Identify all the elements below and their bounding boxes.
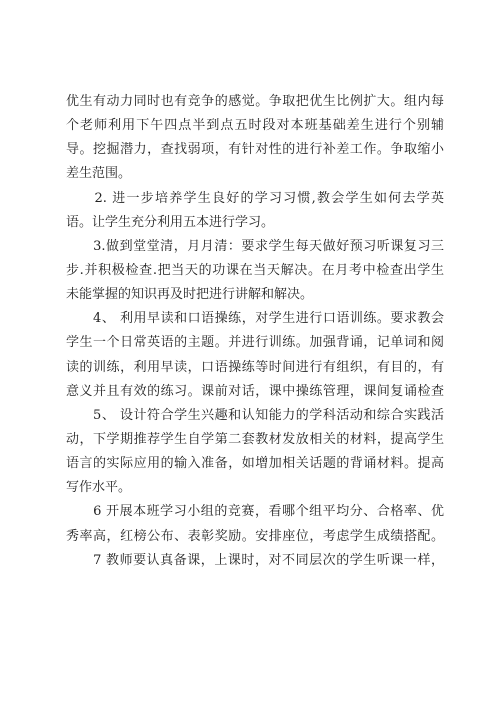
text-line: 写作水平。 [66,480,132,496]
text-line: 个老师利用下午四点半到点五时段对本班基础差生进行个别辅 [66,118,444,134]
text-line: 学生一个日常英语的主题。并进行训练。加强背诵，记单词和阅 [66,335,444,351]
text-line: 5、 设计符合学生兴趣和认知能力的学科活动和综合实践活 [66,407,444,423]
text-line: 优生有动力同时也有竞争的感觉。争取把优生比例扩大。组内每 [66,94,444,109]
text-line: 秀率高，红榜公布、表彰奖励。安排座位，考虑学生成绩搭配。 [66,528,444,544]
text-line: 读的训练，利用早读，口语操练等时间进行有组织，有目的，有 [66,359,444,375]
text-line: 步.并积极检查.把当天的功课在当天解决。在月考中检查出学生 [66,262,444,278]
text-line: 差生范围。 [66,166,132,182]
text-line: 语言的实际应用的输入准备，如增加相关话题的背诵材料。提高 [66,456,444,472]
body-text [66,90,444,573]
text-line: 导。挖掘潜力，查找弱项，有针对性的进行补差工作。争取缩小 [66,142,444,158]
text-line: 3.做到堂堂清，月月清：要求学生每天做好预习听课复习三 [66,238,444,254]
text-line: 语。让学生充分利用五本进行学习。 [66,214,275,230]
text-line: 意义并且有效的练习。课前对话，课中操练管理，课间复诵检查 [66,383,444,399]
text-line: 动，下学期推荐学生自学第二套教材发放相关的材料，提高学生 [66,431,444,447]
text-line: 4、 利用早读和口语操练，对学生进行口语训练。要求教会 [66,311,444,327]
text-line: 6 开展本班学习小组的竞赛，看哪个组平均分、合格率、优 [66,504,444,520]
text-line: 2. 进一步培养学生良好的学习习惯,教会学生如何去学英 [66,190,444,206]
text-line: 7 教师要认真备课，上课时，对不同层次的学生听课一样， [66,552,444,568]
text-line: 未能掌握的知识再及时把进行讲解和解决。 [66,287,314,303]
